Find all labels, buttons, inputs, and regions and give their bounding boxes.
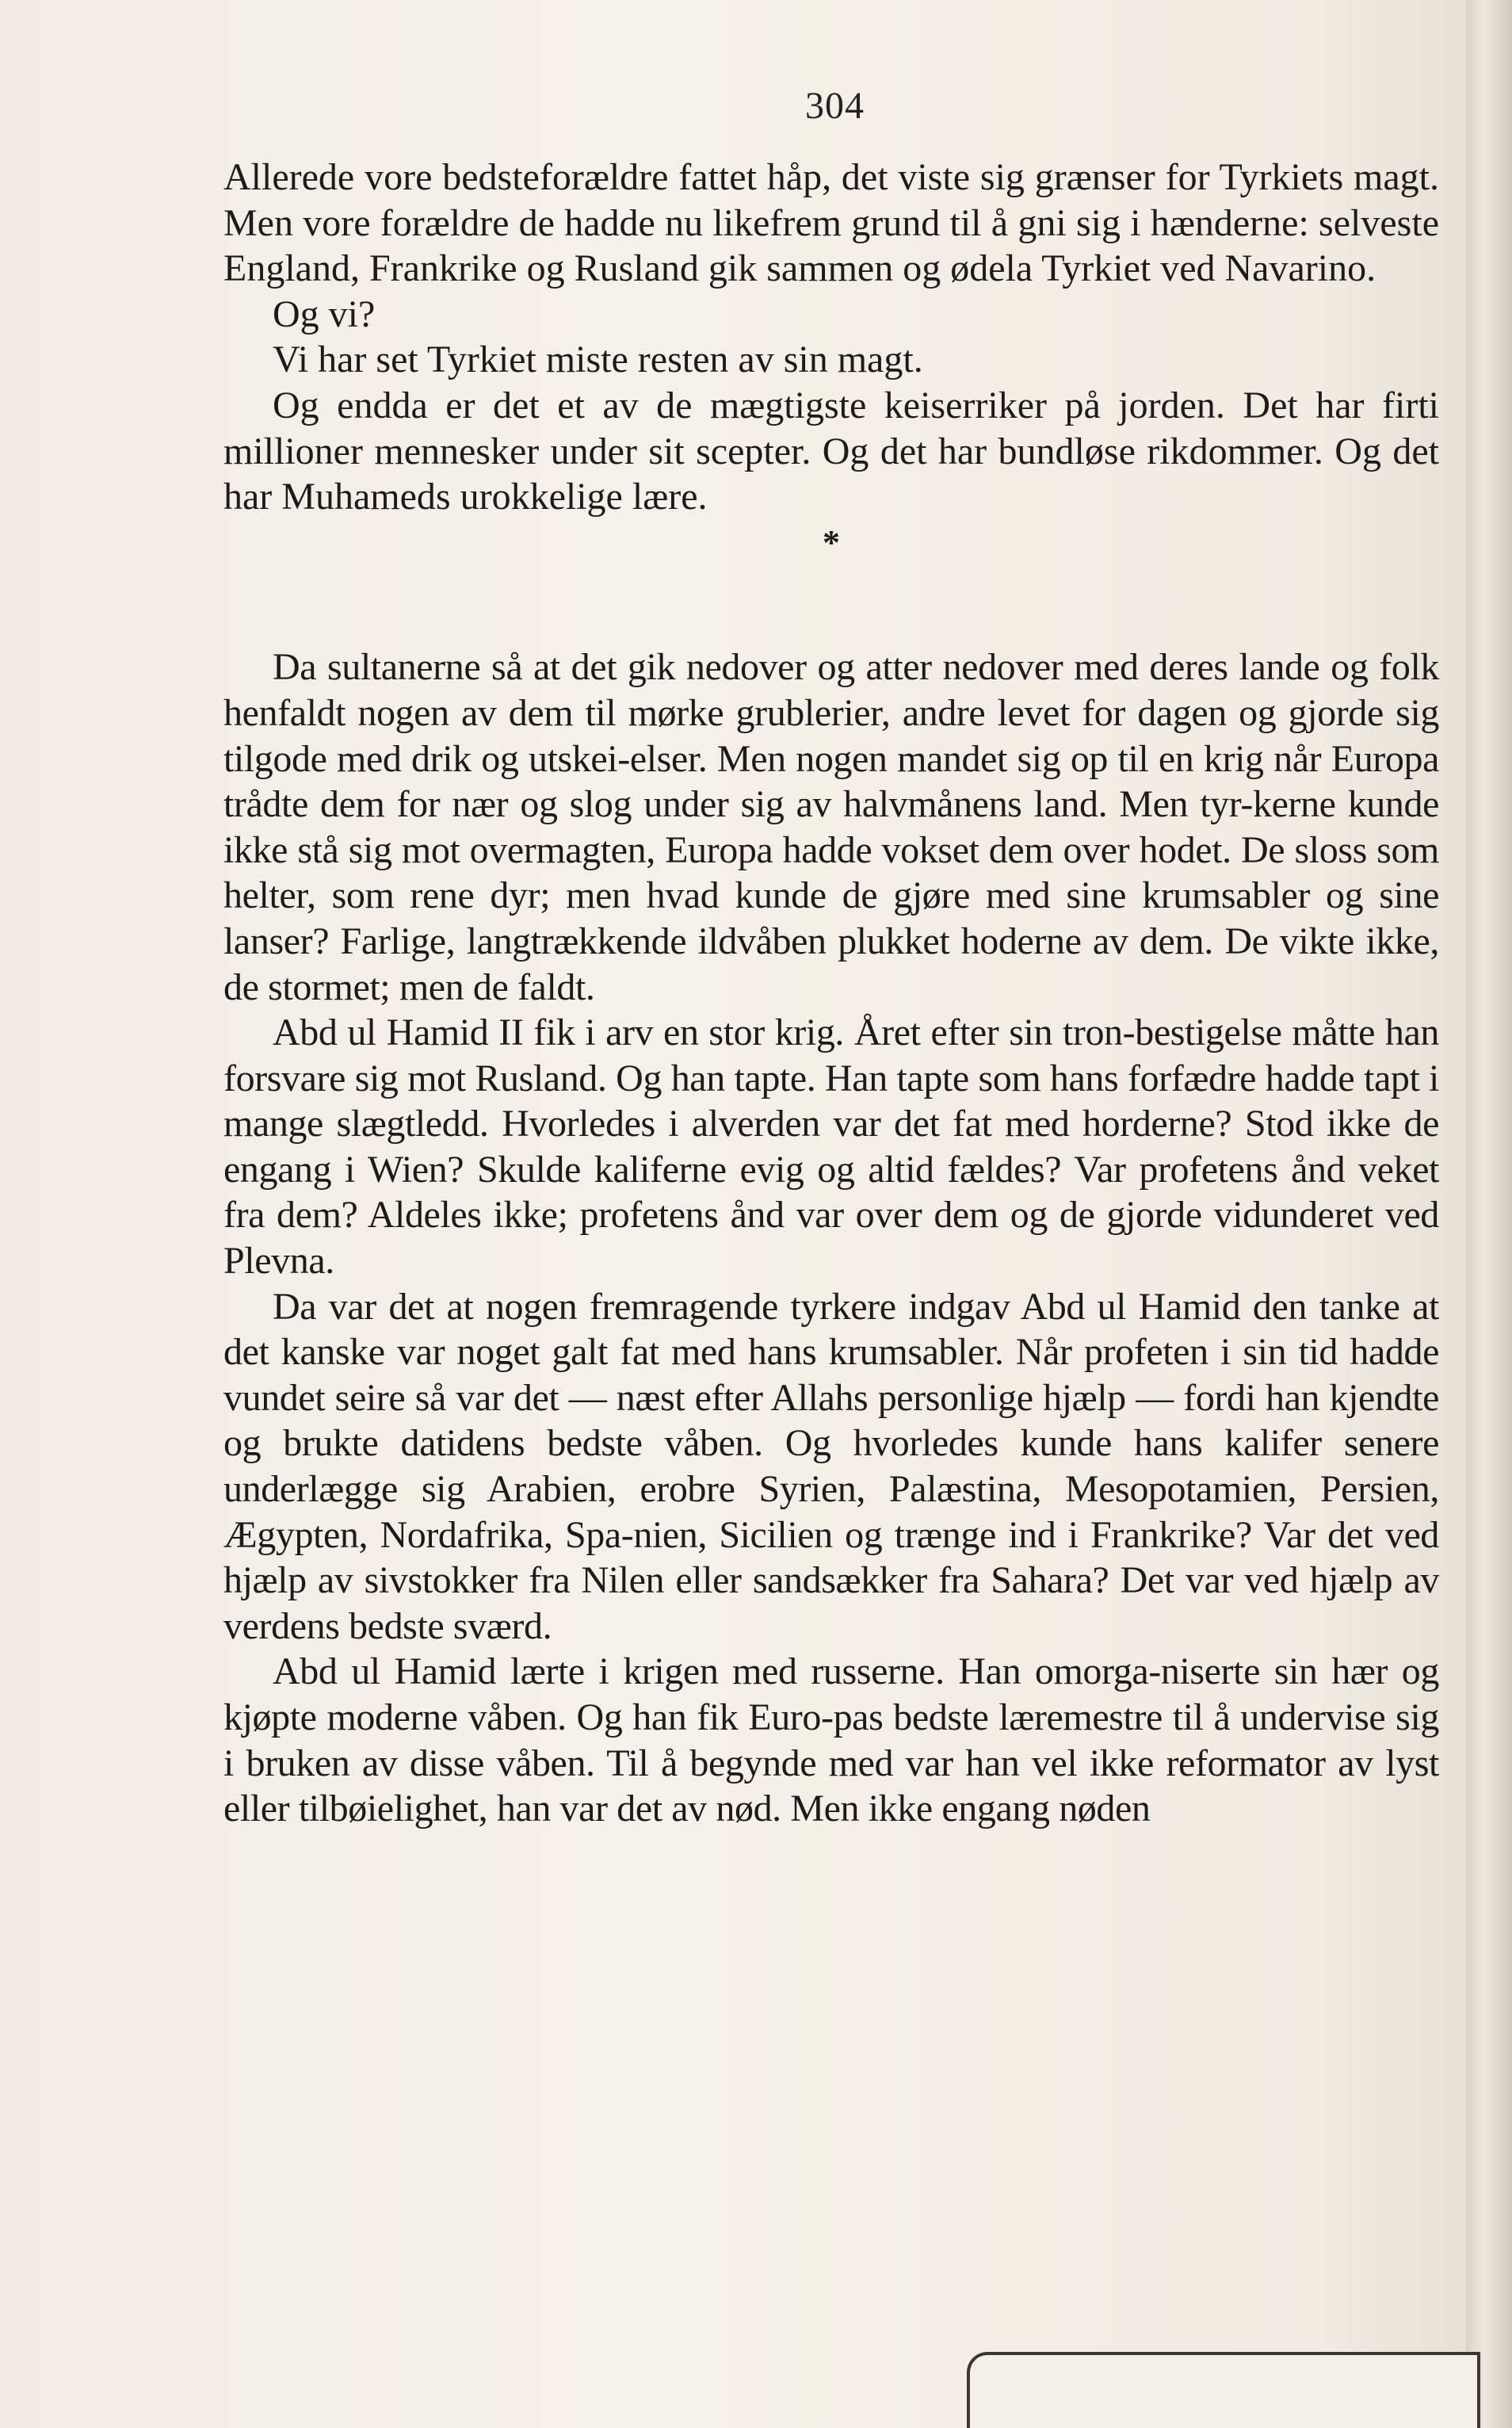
paragraph-3: Vi har set Tyrkiet miste resten av sin magt.: [273, 338, 923, 381]
page-corner-tab: [967, 2352, 1480, 2428]
section-separator: *: [823, 522, 840, 562]
page-number: 304: [805, 85, 865, 127]
text-column: [223, 155, 1439, 1832]
paragraph-5: Da sultanerne så at det gik nedover og atter nedover med deres lande og folk henfaldt nogen av dem til mørke grublerier, andre levet for dagen og gjorde sig tilgode med drik og utskei-elser. Men nogen mandet sig op til en krig når Europa trådte dem for nær og slog under sig av halvmånens land. Men tyr-kerne kunde ikke stå sig mot overmagten, Europa hadde vokset dem over hodet. De sloss som helter, som rene dyr; men hvad kunde de gjøre med sine krumsabler og sine lanser? Farlige, langtrækkende ildvåben plukket hoderne av dem. De vikte ikke, de stormet; men de faldt.: [223, 646, 1439, 1008]
paragraph-2: Og vi?: [273, 293, 376, 335]
paragraph-4: Og endda er det et av de mægtigste keiserriker på jorden. Det har firti millioner mennesker under sit scepter. Og det har bundløse rikdommer. Og det har Muhameds urokkelige lære.: [223, 384, 1439, 518]
page-edge: [1466, 0, 1512, 2428]
paragraph-6: Abd ul Hamid II fik i arv en stor krig. Året efter sin tron-bestigelse måtte han forsvare sig mot Rusland. Og han tapte. Han tapte som hans forfædre hadde tapt i mange slægtledd. Hvorledes i alverden var det fat med horderne? Stod ikke de engang i Wien? Skulde kaliferne evig og altid fældes? Var profetens ånd veket fra dem? Aldeles ikke; profetens ånd var over dem og de gjorde vidunderet ved Plevna.: [223, 1011, 1439, 1283]
paragraph-8: Abd ul Hamid lærte i krigen med russerne. Han omorga-niserte sin hær og kjøpte moderne våben. Og han fik Euro-pas bedste læremestre til å undervise sig i bruken av disse våben. Til å begynde med var han vel ikke reformator av lyst eller tilbøielighet, han var det av nød. Men ikke engang nøden: [223, 1650, 1439, 1830]
paragraph-1: Allerede vore bedsteforældre fattet håp, det viste sig grænser for Tyrkiets magt. Men vore forældre de hadde nu likefrem grund til å gni sig i hænderne: selveste England, Frankrike og Rusland gik sammen og ødela Tyrkiet ved Navarino.: [223, 156, 1439, 290]
paragraph-7: Da var det at nogen fremragende tyrkere indgav Abd ul Hamid den tanke at det kanske var noget galt fat med hans krumsabler. Når profeten i sin tid hadde vundet seire så var det — næst efter Allahs personlige hjælp — fordi han kjendte og brukte datidens bedste våben. Og hvorledes kunde hans kalifer senere underlægge sig Arabien, erobre Syrien, Palæstina, Mesopotamien, Persien, Ægypten, Nordafrika, Spa-nien, Sicilien og trænge ind i Frankrike? Var det ved hjælp av sivstokker fra Nilen eller sandsækker fra Sahara? Det var ved hjælp av verdens bedste sværd.: [223, 1285, 1439, 1647]
